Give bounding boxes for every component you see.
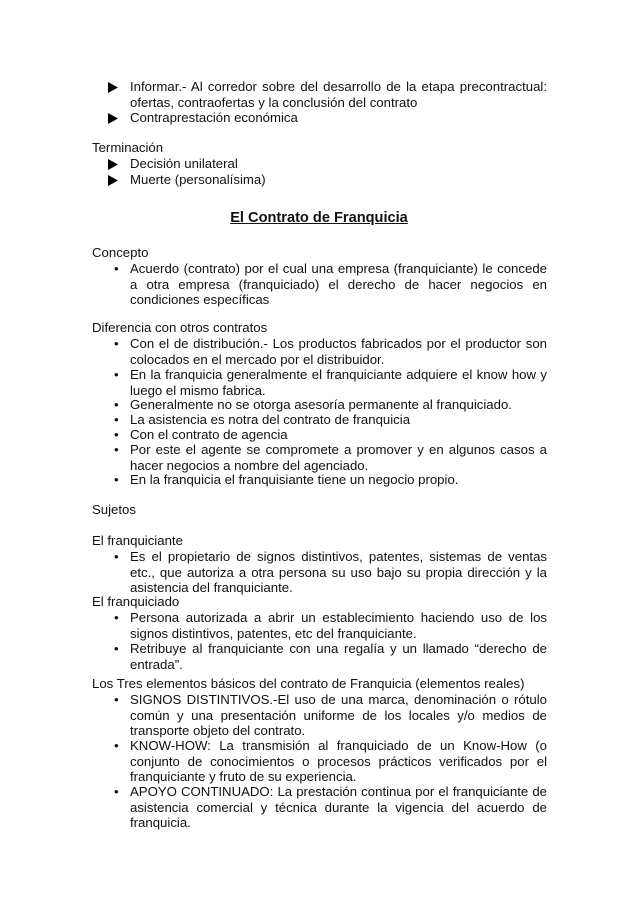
list-item: [108, 397, 547, 413]
list-item-text: Contraprestación económica: [130, 110, 298, 125]
bullet-icon: •: [114, 367, 119, 382]
section-heading-franquiciante: El franquiciante: [92, 533, 183, 548]
list-item: [108, 261, 547, 308]
list-item-text: Es el propietario de signos distintivos, patentes, sistemas de ventas etc., que autoriza a otra persona su uso bajo su propia dirección y la asistencia del franquiciante.: [130, 549, 547, 596]
list-item: [108, 784, 547, 831]
bullet-icon: •: [114, 692, 119, 707]
list-item-text: Decisión unilateral: [130, 156, 238, 171]
bullet-icon: •: [114, 738, 119, 753]
list-item: [108, 367, 547, 398]
section-heading-sujetos: Sujetos: [92, 502, 136, 517]
list-item: [108, 336, 547, 367]
arrow-bullet-icon: [108, 79, 124, 93]
bullet-icon: •: [114, 784, 119, 799]
list-item-text: APOYO CONTINUADO: La prestación continua por el franquiciante de asistencia comercial y técnica durante la vigencia del acuerdo de franquicia.: [130, 784, 547, 831]
list-item-text: Muerte (personalísima): [130, 172, 266, 187]
list-item-text: En la franquicia el franquisiante tiene un negocio propio.: [130, 472, 459, 487]
list-item: [108, 156, 547, 172]
list-item-text: KNOW-HOW: La transmisión al franquiciado de un Know-How (o conjunto de conocimientos o procesos prácticos verificados por el franquiciante y fruto de su experiencia.: [130, 738, 547, 785]
arrow-bullet-icon: [108, 110, 124, 124]
list-item-text: Por este el agente se compromete a promover y en algunos casos a hacer negocios a nombre del agenciado.: [130, 442, 547, 473]
document-title: El Contrato de Franquicia: [230, 210, 408, 226]
list-item-text: Generalmente no se otorga asesoría permanente al franquiciado.: [130, 397, 512, 412]
bullet-icon: •: [114, 549, 119, 564]
list-item-text: SIGNOS DISTINTIVOS.-El uso de una marca, denominación o rótulo común y una presentación uniforme de los locales y/o medios de transporte objeto del contrato.: [130, 692, 547, 739]
bullet-icon: •: [114, 261, 119, 276]
list-item: [108, 472, 547, 488]
bullet-icon: •: [114, 610, 119, 625]
bullet-icon: •: [114, 336, 119, 351]
list-item: [108, 692, 547, 739]
list-item: [108, 427, 547, 443]
list-item: [108, 738, 547, 785]
list-item-text: Persona autorizada a abrir un establecimiento haciendo uso de los signos distintivos, patentes, etc del franquiciante.: [130, 610, 547, 641]
list-item: [108, 442, 547, 473]
section-heading-terminacion: Terminación: [92, 140, 164, 155]
list-item: [108, 110, 547, 126]
list-item-text: Acuerdo (contrato) por el cual una empresa (franquiciante) le concede a otra empresa (franquiciado) el derecho de hacer negocios en condiciones específicas: [130, 261, 547, 308]
arrow-bullet-icon: [108, 156, 124, 170]
list-item-text: La asistencia es notra del contrato de franquicia: [130, 412, 411, 427]
list-item: [108, 172, 547, 188]
list-item: [108, 610, 547, 641]
bullet-icon: •: [114, 442, 119, 457]
section-heading-franquiciado: El franquiciado: [92, 594, 180, 609]
list-item: [108, 79, 547, 110]
list-item-text: En la franquicia generalmente el franquiciante adquiere el know how y luego el mismo fabrica.: [130, 367, 547, 398]
list-item: [108, 641, 547, 672]
list-item-text: Con el contrato de agencia: [130, 427, 288, 442]
list-item-text: Retribuye al franquiciante con una regalía y un llamado “derecho de entrada”.: [130, 641, 547, 672]
section-heading-diferencia: Diferencia con otros contratos: [92, 320, 268, 335]
list-item: [108, 549, 547, 596]
bullet-icon: •: [114, 472, 119, 487]
section-heading-elementos: Los Tres elementos básicos del contrato de Franquicia (elementos reales): [92, 676, 525, 691]
arrow-bullet-icon: [108, 172, 124, 186]
bullet-icon: •: [114, 427, 119, 442]
bullet-icon: •: [114, 412, 119, 427]
list-item-text: Con el de distribución.- Los productos fabricados por el productor son colocados en el mercado por el distribuidor.: [130, 336, 547, 367]
list-item-text: Informar.- Al corredor sobre del desarrollo de la etapa precontractual: ofertas, contraofertas y la conclusión del contrato: [130, 79, 547, 110]
list-item: [108, 412, 547, 428]
bullet-icon: •: [114, 641, 119, 656]
section-heading-concepto: Concepto: [92, 245, 149, 260]
bullet-icon: •: [114, 397, 119, 412]
